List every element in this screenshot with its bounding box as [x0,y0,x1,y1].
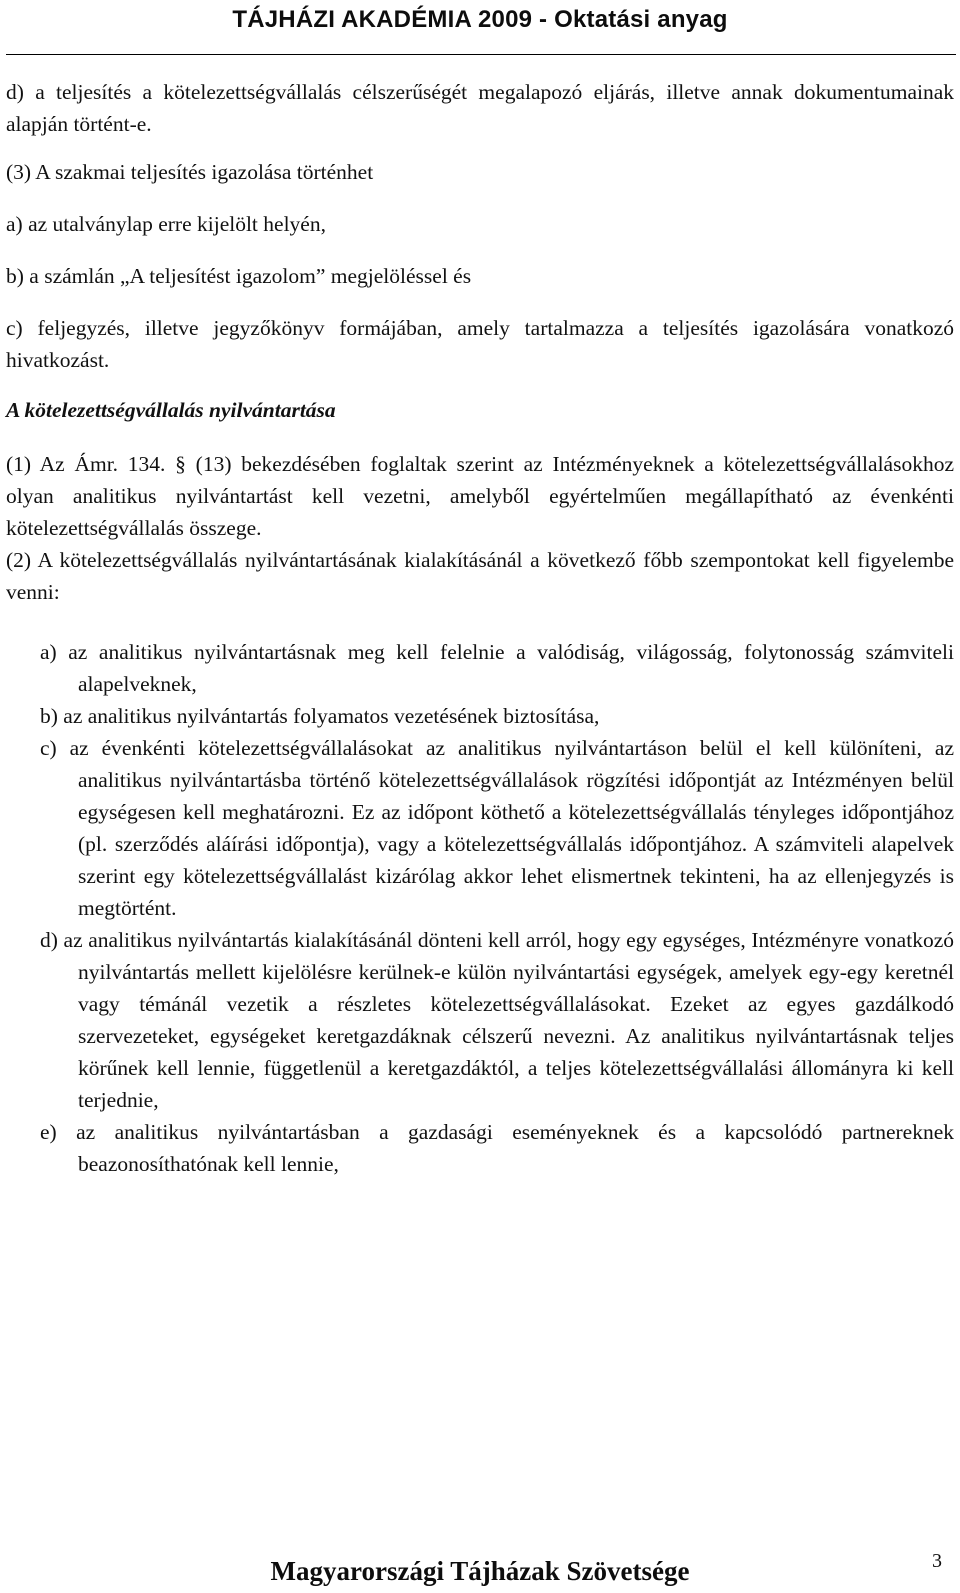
page-footer: Magyarországi Tájházak Szövetsége [270,1556,690,1586]
page-number: 3 [932,1550,942,1572]
page-header: TÁJHÁZI AKADÉMIA 2009 - Oktatási anyag [232,6,728,33]
paragraph-3-item-c: c) feljegyzés, illetve jegyzőkönyv formájában, amely tartalmazza a teljesítés igazolására vonatkozó hivatkozást. [6,316,954,372]
list-item-e: e) az analitikus nyilvántartásban a gazdasági eseményeknek és a kapcsolódó partnereknek beazonosíthatónak kell lennie, [40,1120,954,1176]
paragraph-3-intro: (3) A szakmai teljesítés igazolása történhet [6,160,374,184]
paragraph-3-item-b: b) a számlán „A teljesítést igazolom” megjelöléssel és [6,264,472,288]
paragraph-1: (1) Az Ámr. 134. § (13) bekezdésében foglaltak szerint az Intézményeknek a kötelezettségvállalásokhoz olyan analitikus nyilvántartást kell vezetni, amelyből egyértelműen megállapítható az évenkénti kötelezettségvállalás összege. [6,452,954,540]
list-item-c: c) az évenkénti kötelezettségvállalásokat az analitikus nyilvántartáson belül el kell különíteni, az analitikus nyilvántartásba történő kötelezettségvállalások rögzítési időpontját az Intézményen belül egységesen kell meghatározni. Ez az időpont köthető a kötelezettségvállalás tényleges időpontjához (pl. szerződés aláírási időpontja), vagy a kötelezettségvállalás időpontjához. A számviteli alapelvek szerint egy kötelezettségvállalást kizárólag akkor lehet elismertnek tekinteni, ha az ellenjegyzés is megtörtént. [40,736,954,920]
list-item-d: d) az analitikus nyilvántartás kialakításánál dönteni kell arról, hogy egy egységes, Intézményre vonatkozó nyilvántartás mellett kijelölésre kerülnek-e külön nyilvántartási egységek, amelyek egy-egy keretnél vagy témánál vezetik a részletes kötelezettségvállalásokat. Ezeket az egyes gazdálkodó szervezeteket, egységeket keretgazdáknak célszerű nevezni. Az analitikus nyilvántartásnak teljes körűnek kell lennie, függetlenül a keretgazdáktól, a teljes kötelezettségvállalási állományra ki kell terjednie, [40,928,954,1112]
criteria-list [6,636,954,1180]
header-divider [6,54,956,55]
section-heading: A kötelezettségvállalás nyilvántartása [6,398,336,422]
document-body [6,76,954,1180]
list-item-b: b) az analitikus nyilvántartás folyamatos vezetésének biztosítása, [40,704,600,728]
paragraph-d-condition: d) a teljesítés a kötelezettségvállalás célszerűségét megalapozó eljárás, illetve annak dokumentumainak alapján történt-e. [6,80,954,136]
list-item-a: a) az analitikus nyilvántartásnak meg kell felelnie a valódiság, világosság, folytonosság számviteli alapelveknek, [40,640,954,696]
paragraph-3-item-a: a) az utalványlap erre kijelölt helyén, [6,212,326,236]
paragraph-2: (2) A kötelezettségvállalás nyilvántartásának kialakításánál a következő főbb szempontokat kell figyelembe venni: [6,548,954,604]
